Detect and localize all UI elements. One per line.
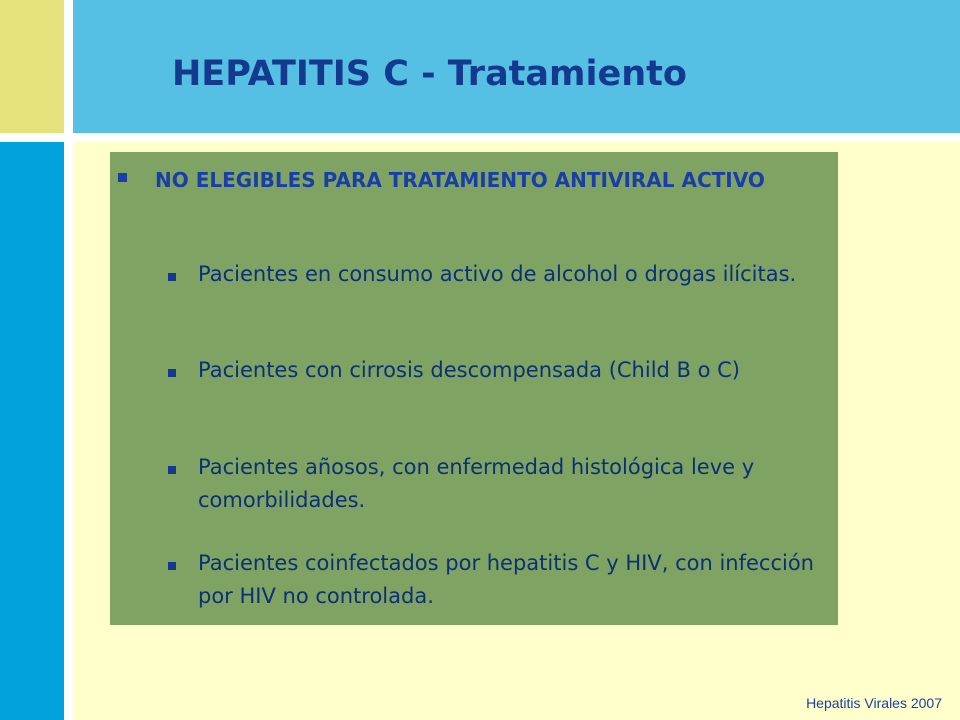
sub-bullet-text: Pacientes coinfectados por hepatitis C y HIV, con infección por HIV no controlada.	[198, 551, 814, 608]
sub-bullet-item	[168, 258, 833, 291]
sub-bullet-text: Pacientes con cirrosis descompensada (Child B o C)	[198, 358, 740, 382]
sub-bullet-item	[168, 547, 833, 613]
left-accent-strip	[0, 142, 64, 720]
small-square-bullet-icon	[168, 273, 176, 281]
slide-title: HEPATITIS C - Tratamiento	[172, 54, 687, 94]
main-bullet-text: NO ELEGIBLES PARA TRATAMIENTO ANTIVIRAL ACTIVO	[155, 168, 765, 192]
small-square-bullet-icon	[168, 369, 176, 377]
square-bullet-icon	[118, 173, 127, 182]
sub-bullet-item	[168, 354, 833, 387]
yellow-corner-block	[0, 0, 64, 133]
small-square-bullet-icon	[168, 466, 176, 474]
slide-footer: Hepatitis Virales 2007	[806, 695, 942, 711]
sub-bullet-text: Pacientes en consumo activo de alcohol o drogas ilícitas.	[198, 262, 797, 286]
main-bullet	[118, 164, 818, 196]
small-square-bullet-icon	[168, 562, 176, 570]
sub-bullet-item	[168, 451, 833, 517]
sub-bullet-text: Pacientes añosos, con enfermedad histológica leve y comorbilidades.	[198, 455, 755, 512]
